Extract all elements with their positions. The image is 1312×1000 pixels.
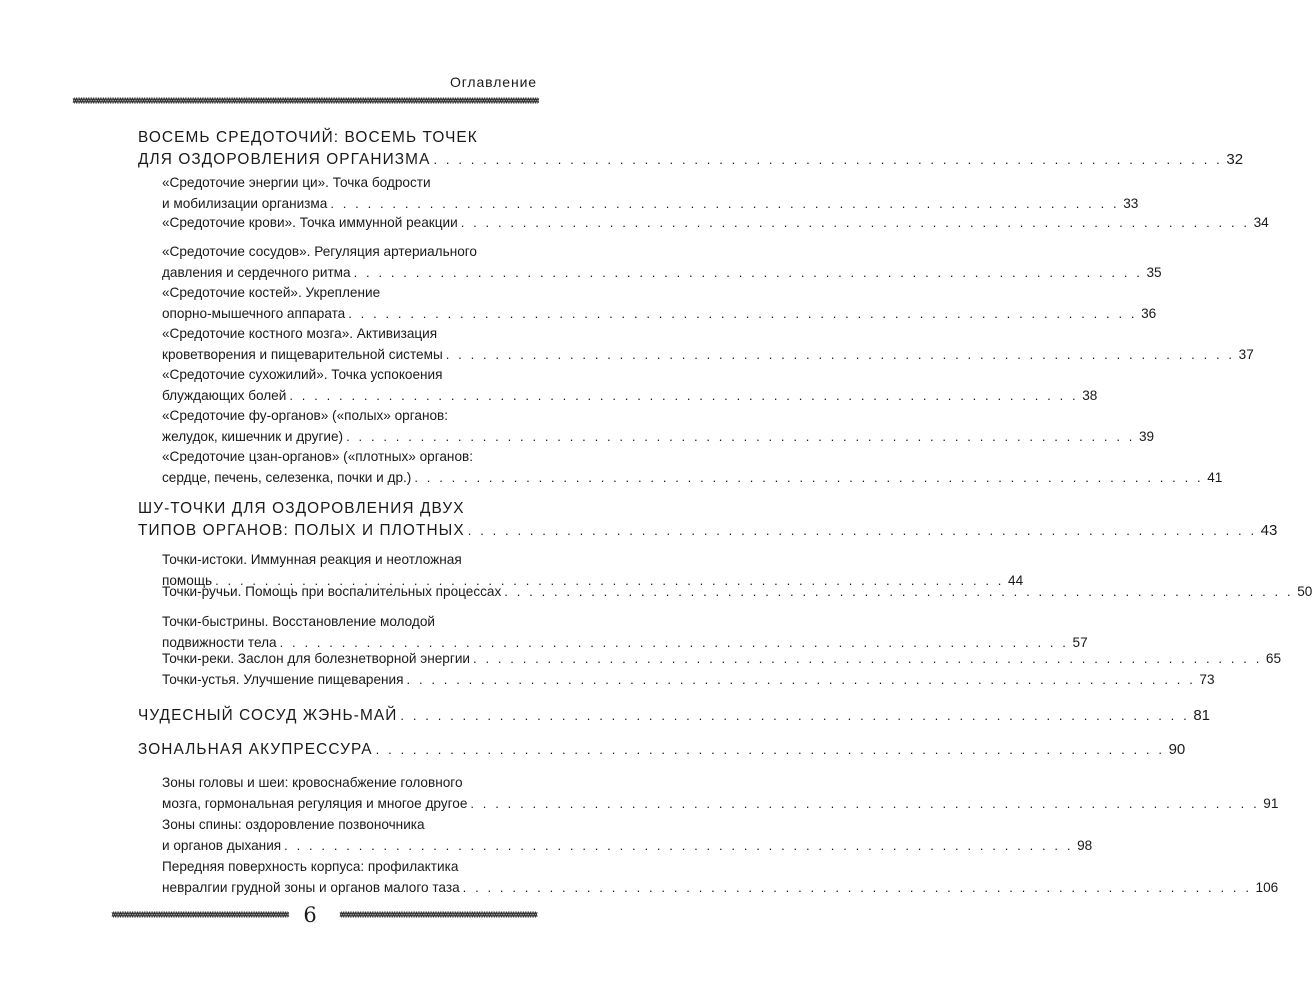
toc-entry xyxy=(162,428,1155,449)
toc-entry xyxy=(162,469,1223,490)
dot-leader: . . . . . . . . . . . . . . . . . . . . . . . . . . . . . . . . . . . . . . . . . . . . . . . . . . . . . . . . . . . . . . . . xyxy=(284,837,1074,853)
page-ref: 50 xyxy=(1297,584,1312,599)
dot-leader: . . . . . . . . . . . . . . . . . . . . . . . . . . . . . . . . . . . . . . . . . . . . . . . . . . . . . . . . . . . . . . . . xyxy=(406,672,1196,687)
toc-entry-text: «Средоточие фу-органов» («полых» органов: xyxy=(162,408,449,423)
page-ref: 37 xyxy=(1238,346,1254,362)
toc-entry-text: «Средоточие костного мозга». Активизация xyxy=(162,326,438,341)
dot-leader: . . . . . . . . . . . . . . . . . . . . . . . . . . . . . . . . . . . . . . . . . . . . . . . . . . . . . . . . . . . . . . . . xyxy=(433,152,1223,167)
page-ref: 81 xyxy=(1193,707,1211,724)
toc-entry xyxy=(162,879,1279,900)
section-heading xyxy=(138,741,1186,761)
page-ref: 91 xyxy=(1263,795,1279,811)
section-heading xyxy=(138,500,538,520)
running-head: Оглавление xyxy=(449,74,537,90)
section-heading xyxy=(138,129,538,149)
toc-entry-text: Точки-реки. Заслон для болезнетворной энергии xyxy=(162,651,471,666)
dot-leader: . . . . . . . . . . . . . . . . . . . . . . . . . . . . . . . . . . . . . . . . . . . . . . . . . . . . . . . . . . . . . . . . xyxy=(460,215,1250,230)
toc-entry xyxy=(162,285,538,305)
dot-leader: . . . . . . . . . . . . . . . . . . . . . . . . . . . . . . . . . . . . . . . . . . . . . . . . . . . . . . . . . . . . . . . . xyxy=(470,795,1260,811)
dot-leader: . . . . . . . . . . . . . . . . . . . . . . . . . . . . . . . . . . . . . . . . . . . . . . . . . . . . . . . . . . . . . . . . xyxy=(353,264,1143,280)
toc-entry-text: помощь xyxy=(162,572,213,588)
toc-entry xyxy=(162,387,1098,408)
page-ref: 33 xyxy=(1123,195,1139,211)
page-ref: 57 xyxy=(1072,634,1088,650)
toc-entry-text: Точки-истоки. Иммунная реакция и неотложная xyxy=(162,552,462,567)
toc-entry xyxy=(162,552,538,572)
section-heading-text: ДЛЯ ОЗДОРОВЛЕНИЯ ОРГАНИЗМА xyxy=(138,151,431,168)
toc-entry xyxy=(162,817,538,837)
toc-entry-text: сердце, печень, селезенка, почки и др.) xyxy=(162,469,412,485)
toc-entry xyxy=(162,449,538,469)
toc-entry xyxy=(162,195,1139,216)
toc-entry-text: «Средоточие сухожилий». Точка успокоения xyxy=(162,367,443,382)
toc-entry-text: подвижности тела xyxy=(162,634,277,650)
section-heading-text: ЗОНАЛЬНАЯ АКУПРЕССУРА xyxy=(138,741,373,758)
footer-rule-left xyxy=(112,911,287,918)
toc-entry-text: опорно-мышечного аппарата xyxy=(162,305,346,321)
toc-entry xyxy=(162,326,538,346)
dot-leader: . . . . . . . . . . . . . . . . . . . . . . . . . . . . . . . . . . . . . . . . . . . . . . . . . . . . . . . . . . . . . . . . xyxy=(215,572,1005,588)
toc-entry-text: кроветворения и пищеварительной системы xyxy=(162,346,443,362)
page-ref: 35 xyxy=(1146,264,1162,280)
page-ref: 43 xyxy=(1260,522,1278,539)
toc-entry-text: и органов дыхания xyxy=(162,837,282,853)
dot-leader: . . . . . . . . . . . . . . . . . . . . . . . . . . . . . . . . . . . . . . . . . . . . . . . . . . . . . . . . . . . . . . . . xyxy=(504,584,1294,599)
dot-leader: . . . . . . . . . . . . . . . . . . . . . . . . . . . . . . . . . . . . . . . . . . . . . . . . . . . . . . . . . . . . . . . . xyxy=(330,195,1120,211)
dot-leader: . . . . . . . . . . . . . . . . . . . . . . . . . . . . . . . . . . . . . . . . . . . . . . . . . . . . . . . . . . . . . . . . xyxy=(462,879,1252,895)
toc-entry xyxy=(162,215,1269,235)
toc-entry-text: Точки-устья. Улучшение пищеварения xyxy=(162,672,404,687)
dot-leader: . . . . . . . . . . . . . . . . . . . . . . . . . . . . . . . . . . . . . . . . . . . . . . . . . . . . . . . . . . . . . . . . xyxy=(414,469,1204,485)
section-heading-text: ШУ-ТОЧКИ ДЛЯ ОЗДОРОВЛЕНИЯ ДВУХ xyxy=(138,500,465,517)
page-ref: 98 xyxy=(1077,837,1093,853)
page-ref: 44 xyxy=(1008,572,1024,588)
page-number: 6 xyxy=(303,903,317,927)
toc-entry xyxy=(162,175,538,195)
section-heading-text: ВОСЕМЬ СРЕДОТОЧИЙ: ВОСЕМЬ ТОЧЕК xyxy=(138,129,478,146)
dot-leader: . . . . . . . . . . . . . . . . . . . . . . . . . . . . . . . . . . . . . . . . . . . . . . . . . . . . . . . . . . . . . . . . xyxy=(348,305,1138,321)
toc-entry-text: желудок, кишечник и другие) xyxy=(162,428,344,444)
dot-leader: . . . . . . . . . . . . . . . . . . . . . . . . . . . . . . . . . . . . . . . . . . . . . . . . . . . . . . . . . . . . . . . . xyxy=(289,387,1079,403)
toc-entry-text: «Средоточие сосудов». Регуляция артериального xyxy=(162,244,477,259)
dot-leader: . . . . . . . . . . . . . . . . . . . . . . . . . . . . . . . . . . . . . . . . . . . . . . . . . . . . . . . . . . . . . . . . xyxy=(279,634,1069,650)
toc-entry xyxy=(162,651,1282,671)
page-ref: 106 xyxy=(1255,879,1279,895)
page-ref: 36 xyxy=(1141,305,1157,321)
page-ref: 39 xyxy=(1139,428,1155,444)
toc-entry xyxy=(162,859,538,879)
section-heading xyxy=(138,707,1211,727)
page-ref: 65 xyxy=(1265,651,1282,666)
dot-leader: . . . . . . . . . . . . . . . . . . . . . . . . . . . . . . . . . . . . . . . . . . . . . . . . . . . . . . . . . . . . . . . . xyxy=(445,346,1235,362)
dot-leader: . . . . . . . . . . . . . . . . . . . . . . . . . . . . . . . . . . . . . . . . . . . . . . . . . . . . . . . . . . . . . . . . xyxy=(473,651,1262,666)
page-ref: 41 xyxy=(1207,469,1223,485)
toc-entry-text: Зоны спины: оздоровление позвоночника xyxy=(162,817,425,832)
toc-entry-text: невралгии грудной зоны и органов малого таза xyxy=(162,879,460,895)
section-heading xyxy=(138,522,1278,542)
toc-entry-text: «Средоточие крови». Точка иммунной реакции xyxy=(162,215,458,230)
toc-entry-text: «Средоточие костей». Укрепление xyxy=(162,285,381,300)
footer-rule-right xyxy=(340,911,536,918)
toc-entry xyxy=(162,614,538,634)
page-ref: 34 xyxy=(1253,215,1269,230)
toc-entry xyxy=(162,672,1215,692)
toc-entry xyxy=(162,837,1093,858)
toc-entry xyxy=(162,408,538,428)
section-heading-text: ТИПОВ ОРГАНОВ: ПОЛЫХ И ПЛОТНЫХ xyxy=(138,522,465,539)
page-ref: 38 xyxy=(1082,387,1098,403)
dot-leader: . . . . . . . . . . . . . . . . . . . . . . . . . . . . . . . . . . . . . . . . . . . . . . . . . . . . . . . . . . . . . . . . xyxy=(400,708,1190,723)
page-ref: 73 xyxy=(1199,672,1215,687)
section-heading xyxy=(138,151,1244,171)
dot-leader: . . . . . . . . . . . . . . . . . . . . . . . . . . . . . . . . . . . . . . . . . . . . . . . . . . . . . . . . . . . . . . . . xyxy=(467,523,1257,538)
section-heading-text: ЧУДЕСНЫЙ СОСУД ЖЭНЬ-МАЙ xyxy=(138,707,398,724)
toc-entry-text: Передняя поверхность корпуса: профилактика xyxy=(162,859,459,874)
toc-entry-text: Зоны головы и шеи: кровоснабжение головного xyxy=(162,775,463,790)
toc-entry-text: Точки-быстрины. Восстановление молодой xyxy=(162,614,436,629)
toc-entry-text: блуждающих болей xyxy=(162,387,287,403)
toc-entry-text: «Средоточие энергии ци». Точка бодрости xyxy=(162,175,431,190)
toc-entry-text: Точки-ручьи. Помощь при воспалительных процессах xyxy=(162,584,502,599)
toc-entry xyxy=(162,346,1254,367)
toc-entry-text: давления и сердечного ритма xyxy=(162,264,351,280)
page-ref: 32 xyxy=(1226,151,1244,168)
toc-entry xyxy=(162,584,1312,604)
toc-entry xyxy=(162,305,1157,326)
toc-entry-text: «Средоточие цзан-органов» («плотных» органов: xyxy=(162,449,474,464)
toc-entry xyxy=(162,795,1279,816)
dot-leader: . . . . . . . . . . . . . . . . . . . . . . . . . . . . . . . . . . . . . . . . . . . . . . . . . . . . . . . . . . . . . . . . xyxy=(346,428,1135,444)
page-ref: 90 xyxy=(1168,741,1186,758)
toc-entry xyxy=(162,367,538,387)
header-rule xyxy=(73,97,538,104)
dot-leader: . . . . . . . . . . . . . . . . . . . . . . . . . . . . . . . . . . . . . . . . . . . . . . . . . . . . . . . . . . . . . . . . xyxy=(375,742,1165,757)
toc-entry xyxy=(162,244,538,264)
toc-entry xyxy=(162,775,538,795)
toc-entry-text: и мобилизации организма xyxy=(162,195,328,211)
toc-entry xyxy=(162,264,1162,285)
toc-entry-text: мозга, гормональная регуляция и многое другое xyxy=(162,795,468,811)
